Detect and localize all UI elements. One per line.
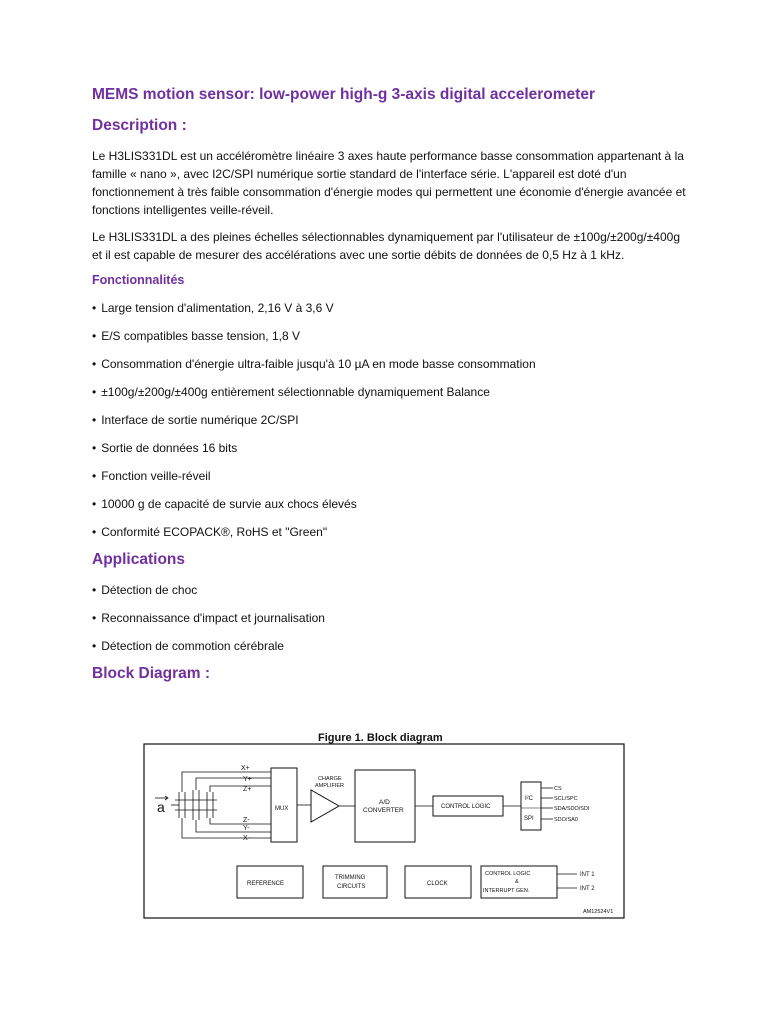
feature-item: • Fonction veille-réveil — [92, 467, 692, 485]
feature-item: • ±100g/±200g/±400g entièrement sélectionnable dynamiquement Balance — [92, 383, 692, 401]
charge-amplifier — [311, 790, 339, 822]
pin-sdo-sa0: SDO/SA0 — [554, 817, 578, 823]
description-paragraph-1: Le H3LIS331DL est un accéléromètre linéaire 3 axes haute performance basse consommation appartenant à la famille « nano », avec I2C/SPI numérique sortie standard de l'interface série. L'appareil est doté d'un fonctionnement à très faible consommation d'énergie modes qui permettent une économie d'énergie avancée et fonctions intelligentes veille-réveil. — [92, 149, 686, 217]
description-heading: Description : — [92, 117, 187, 134]
axis-label-z-plus: Z+ — [243, 786, 252, 793]
axis-label-z-minus: Z- — [243, 817, 250, 824]
feature-item: • Large tension d'alimentation, 2,16 V à 3,6 V — [92, 299, 692, 317]
interrupt-label-2: & — [515, 879, 519, 885]
pin-scl-spc: SCL/SPC — [554, 796, 578, 802]
pin-cs: CS — [554, 786, 562, 792]
application-item: • Détection de commotion cérébrale — [92, 637, 692, 655]
axis-label-y-minus: Y- — [243, 825, 250, 832]
block-diagram-svg — [143, 728, 625, 920]
interrupt-pin-wires — [557, 874, 577, 888]
adc-label-1: A/D — [379, 799, 390, 806]
spi-label: SPI — [524, 816, 534, 822]
interrupt-label-3: INTERRUPT GEN. — [483, 888, 530, 894]
feature-item: • 10000 g de capacité de survie aux chocs élevés — [92, 495, 692, 513]
applications-list — [92, 581, 692, 655]
axis-label-x-plus: X+ — [241, 765, 250, 772]
adc-label-2: CONVERTER — [363, 807, 404, 814]
block-diagram-heading: Block Diagram : — [92, 665, 211, 682]
pin-int2: INT 2 — [580, 886, 595, 892]
document-title: MEMS motion sensor: low-power high-g 3-axis digital accelerometer — [92, 86, 595, 103]
control-logic-label: CONTROL LOGIC — [441, 804, 491, 810]
figure-id: AM12524V1 — [583, 909, 614, 915]
i2c-spi-block — [521, 782, 541, 830]
feature-item: • Sortie de données 16 bits — [92, 439, 692, 457]
interface-pin-wires — [541, 788, 553, 819]
feature-item: • Conformité ECOPACK®, RoHS et "Green" — [92, 523, 692, 541]
block-diagram-figure — [143, 728, 625, 920]
axis-label-x-minus: X- — [243, 835, 250, 842]
figure-title: Figure 1. Block diagram — [318, 732, 443, 744]
adc-block — [355, 770, 415, 842]
sensing-element — [171, 790, 217, 820]
applications-heading: Applications — [92, 551, 186, 568]
application-item: • Reconnaissance d'impact et journalisation — [92, 609, 692, 627]
trimming-label-1: TRIMMING — [335, 875, 366, 881]
description-paragraph-2: Le H3LIS331DL a des pleines échelles sélectionnables dynamiquement par l'utilisateur de ±100g/±200g/±400g et il est capable de mesurer des accélérations avec une sortie débits de données de 0,5 Hz à 1 kHz. — [92, 230, 680, 262]
axis-label-y-plus: Y+ — [243, 776, 252, 783]
feature-item: • Interface de sortie numérique 2C/SPI — [92, 411, 692, 429]
feature-item: • E/S compatibles basse tension, 1,8 V — [92, 327, 692, 345]
mux-block — [271, 768, 297, 842]
features-heading: Fonctionnalités — [92, 273, 185, 287]
i2c-label: I²C — [525, 796, 533, 802]
interrupt-label-1: CONTROL LOGIC — [485, 871, 531, 877]
clock-label: CLOCK — [427, 881, 448, 887]
axis-wires — [182, 772, 271, 838]
application-item: • Détection de choc — [92, 581, 692, 599]
acceleration-label: a — [157, 799, 165, 815]
charge-amp-label-2: AMPLIFIER — [315, 783, 345, 789]
feature-item: • Consommation d'énergie ultra-faible jusqu'à 10 µA en mode basse consommation — [92, 355, 692, 373]
pin-int1: INT 1 — [580, 872, 595, 878]
reference-label: REFERENCE — [247, 881, 285, 887]
trimming-label-2: CIRCUITS — [337, 884, 366, 890]
mux-label: MUX — [275, 806, 289, 812]
pin-sda-sdo-sdi: SDA/SDO/SDI — [554, 806, 590, 812]
document-page — [92, 86, 692, 695]
charge-amp-label-1: CHARGE — [318, 776, 342, 782]
trimming-block — [323, 866, 387, 898]
features-list — [92, 299, 692, 541]
